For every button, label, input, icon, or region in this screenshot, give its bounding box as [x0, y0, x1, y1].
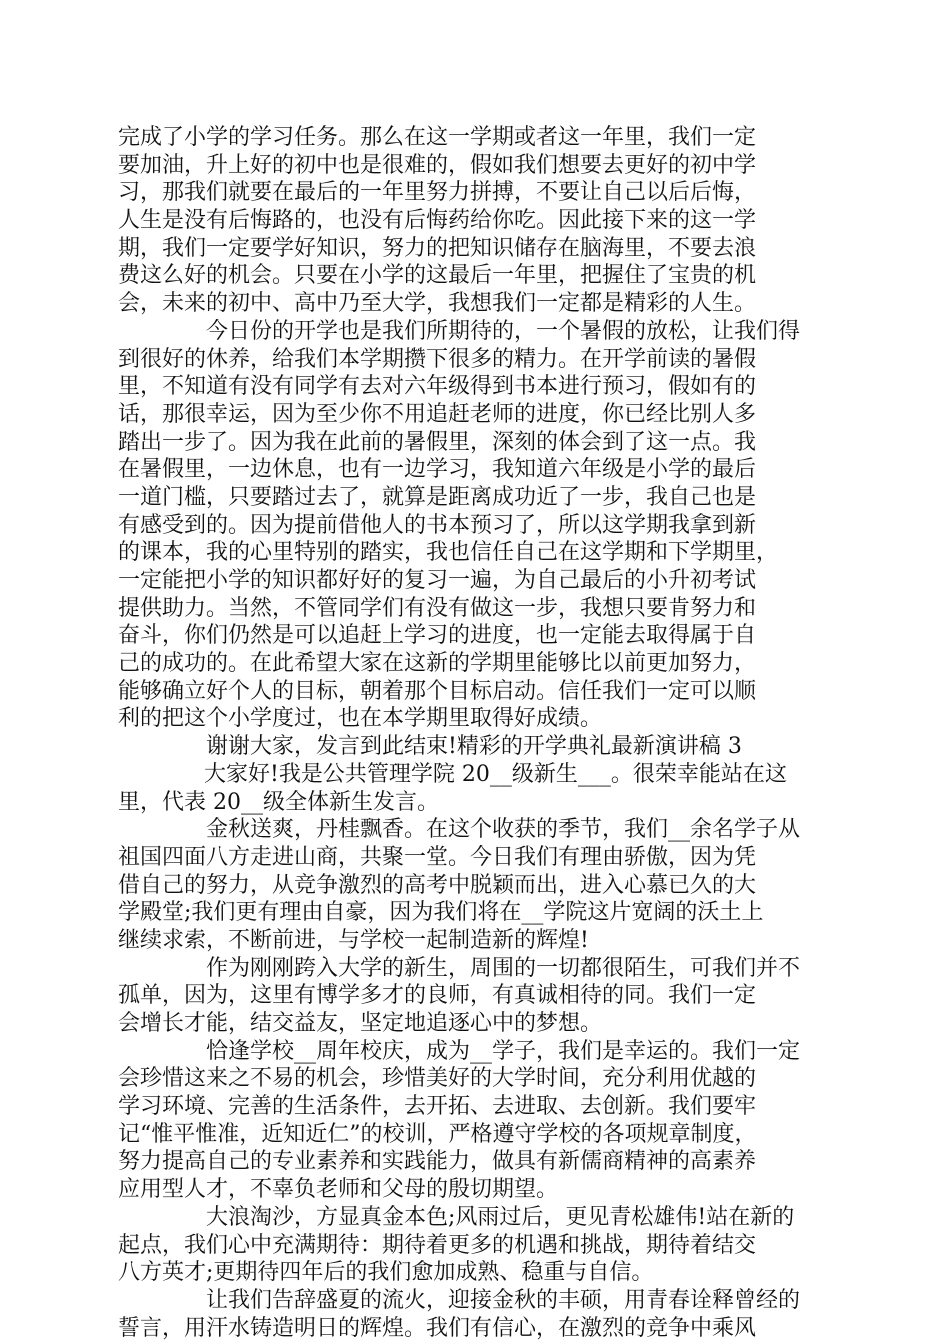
text-line: 习，那我们就要在最后的一年里努力拼搏，不要让自己以后后悔， — [118, 180, 757, 206]
text-line: 借自己的努力，从竞争激烈的高考中脱颖而出，进入心慕已久的大 — [118, 872, 757, 898]
paragraph-first-line: 让我们告辞盛夏的流火，迎接金秋的丰硕，用青春诠释曾经的 — [206, 1287, 801, 1313]
text-line: 里，不知道有没有同学有去对六年级得到书本进行预习，假如有的 — [118, 374, 757, 400]
text-line: 努力提高自己的专业素养和实践能力，做具有新儒商精神的高素养 — [118, 1149, 757, 1175]
text-line: 踏出一步了。因为我在此前的暑假里，深刻的体会到了这一点。我 — [118, 429, 757, 455]
text-line: 费这么好的机会。只要在小学的这最后一年里，把握住了宝贵的机 — [118, 263, 757, 289]
text-line: 己的成功的。在此希望大家在这新的学期里能够比以前更加努力， — [118, 651, 757, 677]
text-line: 到很好的休养，给我们本学期攒下很多的精力。在开学前读的暑假 — [118, 346, 757, 372]
text-line: 学殿堂;我们更有理由自豪，因为我们将在__学院这片宽阔的沃土上 — [118, 900, 764, 926]
text-line: 利的把这个小学度过，也在本学期里取得好成绩。 — [118, 706, 603, 732]
text-line: 的课本，我的心里特别的踏实，我也信任自己在这学期和下学期里， — [118, 540, 779, 566]
text-line: 会增长才能，结交益友，坚定地追逐心中的梦想。 — [118, 1011, 603, 1036]
text-line: 话，那很幸运，因为至少你不用追赶老师的进度，你已经比别人多 — [118, 401, 757, 427]
paragraph-first-line: 今日份的开学也是我们所期待的，一个暑假的放松，让我们得 — [206, 318, 801, 344]
paragraph-first-line: 恰逢学校__周年校庆，成为__学子，我们是幸运的。我们一定 — [206, 1038, 801, 1064]
text-line: 继续求索，不断前进，与学校一起制造新的辉煌! — [118, 927, 589, 953]
text-line: 人生是没有后悔路的，也没有后悔药给你吃。因此接下来的这一学 — [118, 208, 757, 234]
text-line: 期，我们一定要学好知识，努力的把知识储存在脑海里，不要去浪 — [118, 235, 757, 261]
text-line: 祖国四面八方走进山商，共聚一堂。今日我们有理由骄傲，因为凭 — [118, 844, 757, 870]
text-line: 奋斗，你们仍然是可以追赶上学习的进度，也一定能去取得属于自 — [118, 623, 757, 649]
text-line: 记“惟平惟准，近知近仁”的校训，严格遵守学校的各项规章制度， — [118, 1121, 757, 1147]
document-page — [118, 124, 830, 1342]
text-line: 能够确立好个人的目标，朝着那个目标启动。信任我们一定可以顺 — [118, 678, 757, 704]
text-line: 在暑假里，一边休息，也有一边学习，我知道六年级是小学的最后 — [118, 457, 757, 483]
text-line: 要加油，升上好的初中也是很难的，假如我们想要去更好的初中学 — [118, 152, 757, 178]
text-line: 会，未来的初中、高中乃至大学，我想我们一定都是精彩的人生。 — [118, 291, 757, 317]
text-line: 一道门槛，只要踏过去了，就算是距离成功近了一步，我自己也是 — [118, 484, 757, 510]
text-line: 里，代表 20__级全体新生发言。 — [118, 789, 439, 815]
text-line: 有感受到的。因为提前借他人的书本预习了，所以这学期我拿到新 — [118, 512, 757, 538]
text-line: 八方英才;更期待四年后的我们愈加成熟、稳重与自信。 — [118, 1260, 654, 1286]
text-line: 提供助力。当然，不管同学们有没有做这一步，我想只要肯努力和 — [118, 595, 757, 621]
text-line: 会珍惜这来之不易的机会，珍惜美好的大学时间，充分利用优越的 — [118, 1066, 757, 1092]
text-line: 应用型人才，不辜负老师和父母的殷切期望。 — [118, 1177, 559, 1203]
text-line: 誓言，用汗水铸造明日的辉煌。我们有信心，在激烈的竞争中乘风 — [118, 1315, 757, 1341]
paragraph-first-line: 作为刚刚跨入大学的新生，周围的一切都很陌生，可我们并不 — [206, 955, 801, 981]
text-line: 完成了小学的学习任务。那么在这一学期或者这一年里，我们一定 — [118, 125, 757, 150]
paragraph-first-line: 金秋送爽，丹桂飘香。在这个收获的季节，我们__余名学子从 — [206, 817, 801, 843]
section-heading: 谢谢大家，发言到此结束!精彩的开学典礼最新演讲稿 3 — [206, 734, 742, 760]
text-line: 孤单，因为，这里有博学多才的良师，有真诚相待的同。我们一定 — [118, 983, 757, 1009]
paragraph-first-line: 大家好!我是公共管理学院 20__级新生___。很荣幸能站在这 — [204, 761, 787, 787]
text-line: 起点，我们心中充满期待：期待着更多的机遇和挑战，期待着结交 — [118, 1232, 757, 1258]
paragraph-first-line: 大浪淘沙，方显真金本色;风雨过后，更见青松雄伟!站在新的 — [206, 1204, 795, 1230]
text-line: 学习环境、完善的生活条件，去开拓、去进取、去创新。我们要牢 — [118, 1094, 757, 1120]
text-line: 一定能把小学的知识都好好的复习一遍，为自己最后的小升初考试 — [118, 568, 757, 593]
